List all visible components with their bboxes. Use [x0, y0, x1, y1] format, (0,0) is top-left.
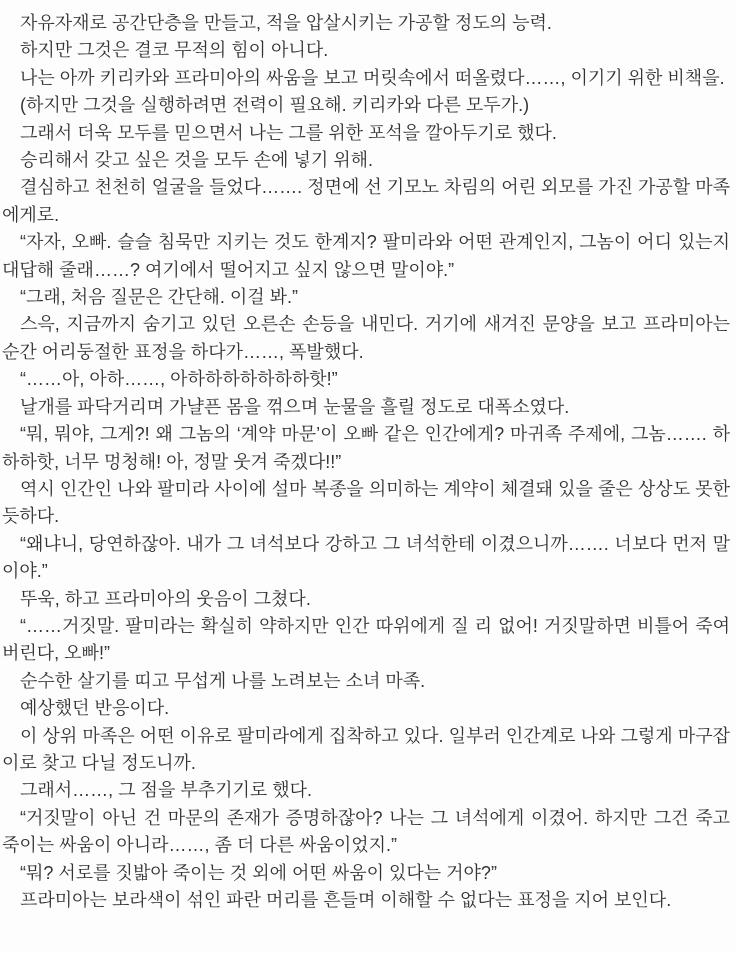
paragraph: 그래서 더욱 모두를 믿으면서 나는 그를 위한 포석을 깔아두기로 했다.: [20, 122, 557, 143]
paragraph: “뭐, 뭐야, 그게?! 왜 그놈의 ‘계약 마문’이 오빠 같은 인간에게? 마귀족 주제에, 그놈……. 하하하핫, 너무 멍청해! 아, 정말 웃겨 죽겠다!!”: [2, 424, 730, 472]
paragraph: 역시 인간인 나와 팔미라 사이에 설마 복종을 의미하는 계약이 체결돼 있을 줄은 상상도 못한 듯하다.: [2, 478, 730, 527]
paragraph: 순수한 살기를 띠고 무섭게 나를 노려보는 소녀 마족.: [20, 670, 426, 691]
paragraph: “……아, 아하……, 아하하하하하하하핫!”: [20, 369, 338, 390]
paragraph: (하지만 그것을 실행하려면 전력이 필요해. 키리카와 다른 모두가.): [20, 95, 530, 116]
paragraph: 승리해서 갖고 싶은 것을 모두 손에 넣기 위해.: [20, 150, 373, 171]
paragraph: 하지만 그것은 결코 무적의 힘이 아니다.: [20, 40, 329, 61]
paragraph: “……거짓말. 팔미라는 확실히 약하지만 인간 따위에게 질 리 없어! 거짓말하면 비틀어 죽여버린다, 오빠!”: [2, 615, 730, 664]
paragraph: “뭐? 서로를 짓밟아 죽이는 것 외에 어떤 싸움이 있다는 거야?”: [20, 862, 497, 883]
novel-text-body: [2, 10, 730, 914]
paragraph: 뚜욱, 하고 프라미아의 웃음이 그쳤다.: [20, 588, 311, 609]
paragraph: 예상했던 반응이다.: [20, 698, 170, 719]
paragraph: 그래서……, 그 점을 부추기기로 했다.: [20, 780, 313, 801]
paragraph: 나는 아까 키리카와 프라미아의 싸움을 보고 머릿속에서 떠올렸다……, 이기기 위한 비책을.: [20, 67, 725, 88]
paragraph: 스윽, 지금까지 숨기고 있던 오른손 손등을 내민다. 거기에 새겨진 문양을 보고 프라미아는 순간 어리둥절한 표정을 하다가……, 폭발했다.: [2, 314, 730, 362]
paragraph: “왜냐니, 당연하잖아. 내가 그 녀석보다 강하고 그 녀석한테 이겼으니까……. 너보다 먼저 말이야.”: [2, 533, 730, 582]
paragraph: 날개를 파닥거리며 가냘픈 몸을 꺾으며 눈물을 흘릴 정도로 대폭소였다.: [20, 396, 570, 417]
paragraph: “그래, 처음 질문은 간단해. 이걸 봐.”: [20, 287, 299, 308]
paragraph: 프라미아는 보라색이 섞인 파란 머리를 흔들며 이해할 수 없다는 표정을 지어 보인다.: [20, 890, 672, 910]
paragraph: 결심하고 천천히 얼굴을 들었다……. 정면에 선 기모노 차림의 어린 외모를 가진 가공할 마족에게로.: [2, 177, 730, 225]
paragraph: “거짓말이 아닌 건 마문의 존재가 증명하잖아? 나는 그 녀석에게 이겼어. 하지만 그건 죽고 죽이는 싸움이 아니라……, 좀 더 다른 싸움이었지.”: [2, 807, 730, 856]
paragraph: 이 상위 마족은 어떤 이유로 팔미라에게 집착하고 있다. 일부러 인간계로 나와 그렇게 마구잡이로 찾고 다닐 정도니까.: [2, 725, 730, 773]
paragraph: “자자, 오빠. 슬슬 침묵만 지키는 것도 한계지? 팔미라와 어떤 관계인지, 그놈이 어디 있는지 대답해 줄래……? 여기에서 떨어지고 싶지 않으면 말이야.”: [2, 232, 730, 280]
paragraph: 자유자재로 공간단층을 만들고, 적을 압살시키는 가공할 정도의 능력.: [20, 13, 552, 33]
